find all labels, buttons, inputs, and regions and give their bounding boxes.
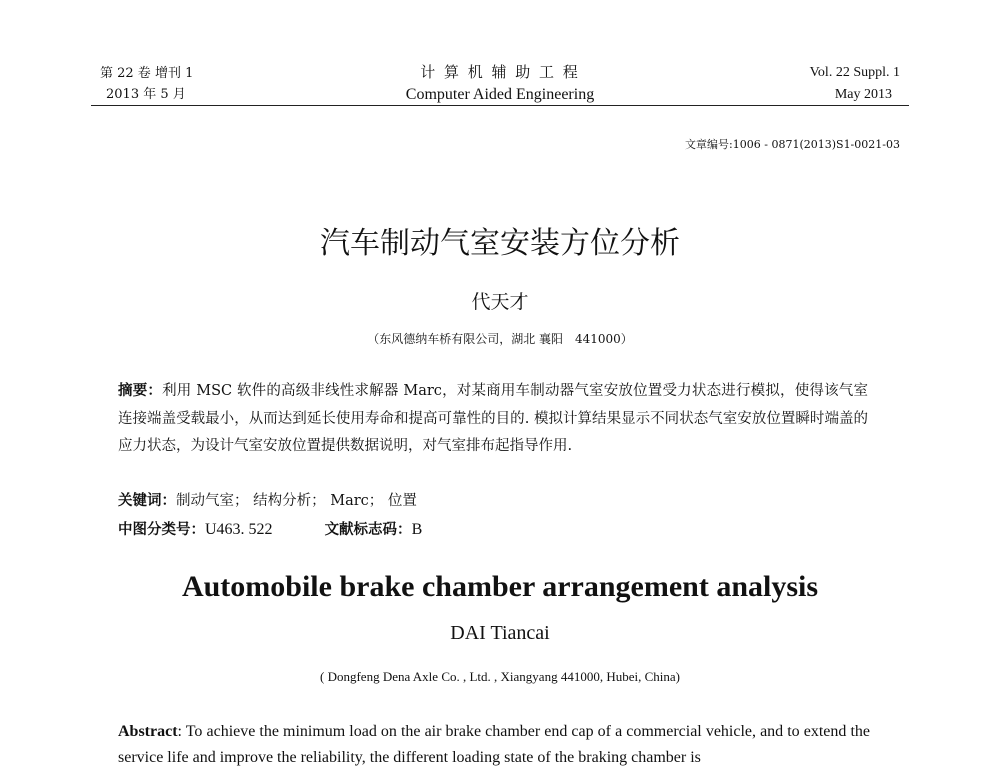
abstract-cn: 摘要：利用 MSC 软件的高级非线性求解器 Marc，对某商用车制动器气室安放位置受力状态进行模拟，使得该气室连接端盖受载最小，从而达到延长使用寿命和提高可靠性的目的. 模拟计算结果显示不同状态气室安放位置瞬时端盖的应力状态，为设计气室安放位置提供数据说明，对气室排布起指导作用. (118, 383, 868, 454)
header-rule (91, 105, 909, 106)
keywords-cn: 关键词：制动气室； 结构分析； Marc； 位置 (118, 493, 417, 509)
journal-name-cn: 计 算 机 辅 助 工 程 (420, 63, 580, 81)
issue-date-cn: 2013 年 5 月 (106, 87, 186, 102)
title-cn: 汽车制动气室安装方位分析 (320, 226, 680, 261)
abstract-label-en: Abstract (118, 723, 178, 740)
volume-en: Vol. 22 Suppl. 1 (809, 65, 900, 80)
volume-issue: 第 22 卷 增刊 1 (100, 66, 194, 81)
classification-cn: 中图分类号：U463. 522 文献标志码：B (118, 521, 423, 538)
title-en: Automobile brake chamber arrangement analysis (181, 570, 819, 603)
affiliation-en: ( Dongfeng Dena Axle Co. , Ltd. , Xiangyang 441000, Hubei, China) (320, 669, 680, 684)
date-en: May 2013 (834, 87, 892, 102)
affiliation-cn: （东风德纳车桥有限公司，湖北 襄阳 441000） (367, 332, 633, 346)
author-en: DAI Tiancai (450, 622, 550, 644)
author-cn: 代天才 (471, 291, 529, 313)
abstract-label-cn: 摘要： (118, 383, 163, 399)
article-number: 文章编号:1006 - 0871(2013)S1-0021-03 (685, 138, 900, 151)
abstract-en: Abstract: To achieve the minimum load on the air brake chamber end cap of a commercial vehicle, and to extend the service life and improve the reliability, the different loading state of the braking chamber is (118, 723, 870, 766)
journal-name-en: Computer Aided Engineering (405, 86, 595, 103)
